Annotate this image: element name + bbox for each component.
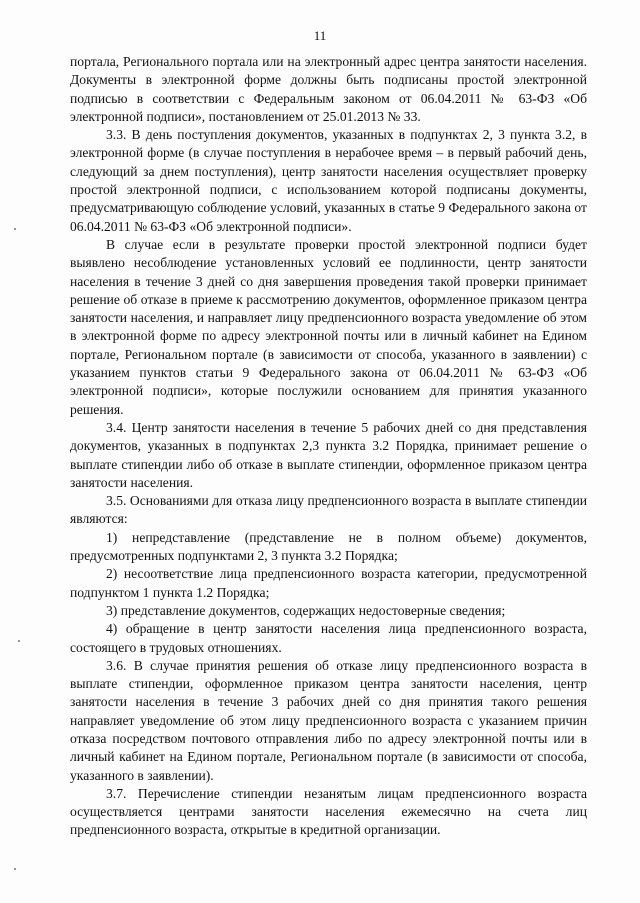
list-item-3: 3) представление документов, содержащих недостоверные сведения;	[106, 602, 506, 618]
document-body	[70, 53, 587, 840]
list-item-2: 2) несоответствие лица предпенсионного возраста категории, предусмотренной подпунктом 1 пункта 1.2 Порядка;	[70, 566, 587, 600]
list-item-1: 1) непредставление (представление не в полном объеме) документов, предусмотренных подпунктами 2, 3 пункта 3.2 Порядка;	[70, 529, 587, 564]
paragraph-3-5: 3.5. Основаниями для отказа лицу предпенсионного возраста в выплате стипендии являются:	[70, 493, 587, 527]
scan-speck	[18, 640, 20, 642]
page-number: 11	[313, 28, 327, 43]
paragraph-3-6: 3.6. В случае принятия решения об отказе лицу предпенсионного возраста в выплате стипендии, оформленное приказом центра занятости населения, центр занятости населения в течение 3 рабочих дней со дня принятия такого решения направляет уведомление об этом лицу предпенсионного возраста с указанием причин отказа посредством почтового отправления либо по адресу электронной почты или в личный кабинет на Едином портале, Региональном портале (в зависимости от способа, указанного в заявлении).	[70, 657, 587, 783]
paragraph-3-4: 3.4. Центр занятости населения в течение 5 рабочих дней со дня представления документов, указанных в подпунктах 2,3 пункта 3.2 Порядка, принимает решение о выплате стипендии либо об отказе в выплате стипендии, оформленное приказом центра занятости населения.	[70, 419, 587, 490]
paragraph-signature-check-failure: В случае если в результате проверки простой электронной подписи будет выявлено несоблюдение установленных условий ее подлинности, центр занятости населения в течение 3 дней со дня завершения проведения такой проверки принимает решение об отказе в приеме к рассмотрению документов, оформленное приказом центра занятости населения, и направляет лицу предпенсионного возраста уведомление об этом в электронной форме по адресу электронной почты или в личный кабинет на Едином портале, Региональном портале (в зависимости от способа, указанного в заявлении) с указанием пунктов статьи 9 Федерального закона от 06.04.2011 № 63-ФЗ «Об электронной подписи», которые послужили основанием для принятия указанного решения.	[70, 236, 587, 417]
scan-speck	[14, 868, 16, 870]
scan-speck	[14, 228, 16, 230]
list-item-4: 4) обращение в центр занятости населения лица предпенсионного возраста, состоящего в трудовых отношениях.	[70, 621, 587, 655]
paragraph-3-7: 3.7. Перечисление стипендии незанятым лицам предпенсионного возраста осуществляется центрами занятости населения ежемесячно на счета лиц предпенсионного возраста, открытые в кредитной организации.	[70, 785, 587, 838]
paragraph-continuation-portal: портала, Регионального портала или на электронный адрес центра занятости населения. Документы в электронной форме должны быть подписаны простой электронной подписью в соответствии с Федеральным законом от 06.04.2011 № 63-ФЗ «Об электронной подписи», постановлением от 25.01.2013 № 33.	[70, 54, 587, 124]
paragraph-3-3: 3.3. В день поступления документов, указанных в подпунктах 2, 3 пункта 3.2, в электронной форме (в случае поступления в нерабочее время – в первый рабочий день, следующий за днем поступления), центр занятости населения осуществляет проверку простой электронной подписи, с использованием которой подписаны документы, предусматривающую соблюдение условий, указанных в статье 9 Федерального закона от 06.04.2011 № 63-ФЗ «Об электронной подписи».	[70, 127, 587, 234]
